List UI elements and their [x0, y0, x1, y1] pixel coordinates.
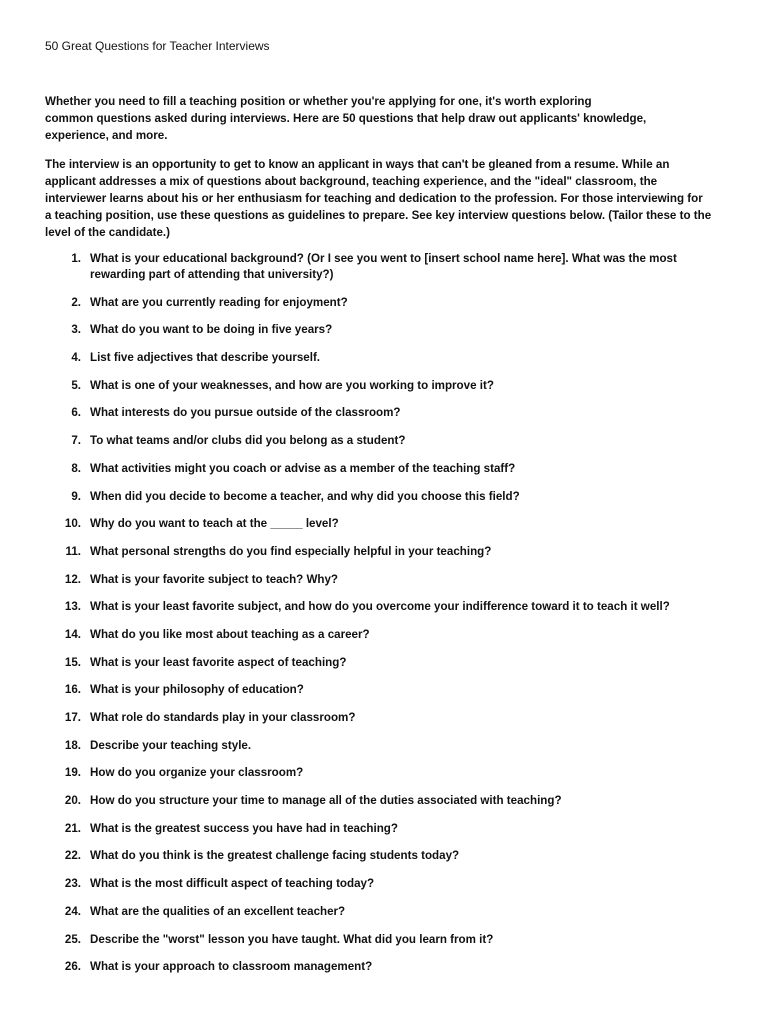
question-text [90, 433, 735, 449]
question-number: 8. [71, 461, 81, 475]
question-number: 12. [64, 572, 81, 586]
question-text-line: What personal strengths do you find especially helpful in your teaching? [90, 544, 492, 558]
question-text-line: What is the greatest success you have had in teaching? [90, 821, 398, 835]
intro-line: common questions asked during interviews. Here are 50 questions that help draw out applicants' knowledge, [45, 111, 647, 125]
question-item [45, 378, 735, 394]
question-number: 14. [64, 627, 81, 641]
question-item [45, 848, 735, 864]
body-line: a teaching position, use these questions as guidelines to prepare. See key interview questions below. (Tailor these to the [45, 209, 712, 222]
question-text-line: What is your educational background? (Or I see you went to [insert school name here]. What was the most [90, 252, 677, 265]
question-item [45, 627, 735, 643]
question-text [90, 544, 735, 560]
question-text [90, 489, 735, 505]
question-text [90, 599, 735, 615]
question-text [90, 710, 735, 726]
question-text [90, 876, 735, 892]
question-item [45, 516, 735, 532]
question-item [45, 572, 735, 588]
question-number: 26. [64, 960, 81, 974]
question-number: 13. [64, 600, 81, 614]
question-number: 7. [71, 434, 81, 448]
question-text [90, 405, 735, 421]
question-number: 21. [64, 821, 81, 835]
question-item [45, 251, 735, 283]
question-number: 3. [71, 323, 81, 337]
body-line: interviewer learns about his or her enthusiasm for teaching and dedication to the profession. For those interviewing for [45, 192, 703, 205]
question-text-line: What do you want to be doing in five years? [90, 323, 333, 337]
question-number: 22. [64, 849, 81, 863]
question-number: 6. [71, 406, 81, 420]
intro-paragraph [45, 94, 725, 144]
question-text-line: rewarding part of attending that university?) [90, 268, 334, 281]
question-number: 24. [64, 904, 81, 918]
question-number: 2. [71, 295, 81, 309]
question-item [45, 295, 735, 311]
question-item [45, 765, 735, 781]
question-item [45, 405, 735, 421]
question-item [45, 904, 735, 920]
question-text [90, 959, 735, 975]
question-item [45, 544, 735, 560]
question-number: 17. [64, 711, 81, 724]
question-number: 19. [64, 766, 81, 780]
question-item [45, 710, 735, 726]
question-text-line: How do you structure your time to manage all of the duties associated with teaching? [90, 794, 562, 808]
question-text-line: Describe your teaching style. [90, 738, 252, 752]
questions-list [45, 251, 735, 987]
question-text [90, 738, 735, 754]
question-number: 5. [71, 378, 81, 392]
question-item [45, 876, 735, 892]
question-item [45, 932, 735, 948]
question-item [45, 655, 735, 671]
question-text-line: What do you like most about teaching as a career? [90, 627, 370, 641]
question-number: 16. [64, 683, 81, 697]
question-number: 10. [64, 517, 81, 531]
question-text-line: What is the most difficult aspect of teaching today? [90, 877, 375, 891]
question-text [90, 251, 735, 283]
body-paragraph [45, 156, 735, 241]
question-number: 20. [64, 794, 81, 808]
question-text [90, 793, 735, 809]
question-text [90, 350, 735, 366]
body-line: The interview is an opportunity to get to know an applicant in ways that can't be gleaned from a resume. While an [45, 158, 670, 171]
question-text [90, 295, 735, 311]
question-item [45, 793, 735, 809]
question-text [90, 572, 735, 588]
question-number: 15. [64, 655, 81, 669]
question-text [90, 682, 735, 698]
question-text [90, 848, 735, 864]
question-text [90, 461, 735, 477]
question-text-line: What role do standards play in your classroom? [90, 711, 356, 724]
body-line: level of the candidate.) [45, 226, 170, 239]
body-line: applicant addresses a mix of questions about background, teaching experience, and the "ideal" classroom, the [45, 175, 658, 188]
question-text-line: What interests do you pursue outside of the classroom? [90, 406, 401, 420]
question-number: 1. [71, 252, 81, 265]
question-text-line: What are you currently reading for enjoyment? [90, 295, 348, 309]
question-text [90, 655, 735, 671]
question-text [90, 516, 735, 532]
question-number: 4. [71, 351, 81, 365]
intro-line: Whether you need to fill a teaching position or whether you're applying for one, it's worth exploring [45, 95, 592, 108]
question-number: 23. [64, 877, 81, 891]
question-text [90, 765, 735, 781]
question-text-line: Why do you want to teach at the _____ level? [90, 517, 339, 531]
question-text-line: What is your least favorite subject, and how do you overcome your indifference toward it to teach it well? [90, 600, 670, 614]
question-number: 9. [71, 489, 81, 503]
question-text-line: What is your philosophy of education? [90, 683, 304, 697]
question-item [45, 821, 735, 837]
question-text-line: How do you organize your classroom? [90, 766, 304, 780]
question-item [45, 433, 735, 449]
question-text [90, 378, 735, 394]
question-text [90, 322, 735, 338]
question-number: 25. [64, 932, 81, 946]
question-text [90, 932, 735, 948]
question-number: 18. [64, 738, 81, 752]
question-item [45, 461, 735, 477]
question-text-line: What is one of your weaknesses, and how are you working to improve it? [90, 378, 494, 392]
question-text-line: What is your least favorite aspect of teaching? [90, 655, 347, 669]
question-text-line: What is your favorite subject to teach? Why? [90, 572, 339, 586]
question-text-line: When did you decide to become a teacher, and why did you choose this field? [90, 489, 520, 503]
question-item [45, 959, 735, 975]
question-text-line: What is your approach to classroom management? [90, 960, 373, 974]
question-item [45, 738, 735, 754]
question-text-line: List five adjectives that describe yourself. [90, 351, 321, 365]
document-title: 50 Great Questions for Teacher Interviews [45, 39, 270, 53]
question-text-line: Describe the "worst" lesson you have taught. What did you learn from it? [90, 932, 494, 946]
question-text [90, 627, 735, 643]
question-item [45, 322, 735, 338]
question-text-line: What activities might you coach or advise as a member of the teaching staff? [90, 461, 516, 475]
question-item [45, 682, 735, 698]
question-text [90, 904, 735, 920]
intro-line: experience, and more. [45, 128, 168, 142]
question-text-line: To what teams and/or clubs did you belong as a student? [90, 434, 406, 448]
question-text [90, 821, 735, 837]
question-number: 11. [65, 544, 81, 558]
question-text-line: What do you think is the greatest challenge facing students today? [90, 849, 460, 863]
question-item [45, 489, 735, 505]
question-text-line: What are the qualities of an excellent teacher? [90, 904, 346, 918]
question-item [45, 350, 735, 366]
question-item [45, 599, 735, 615]
